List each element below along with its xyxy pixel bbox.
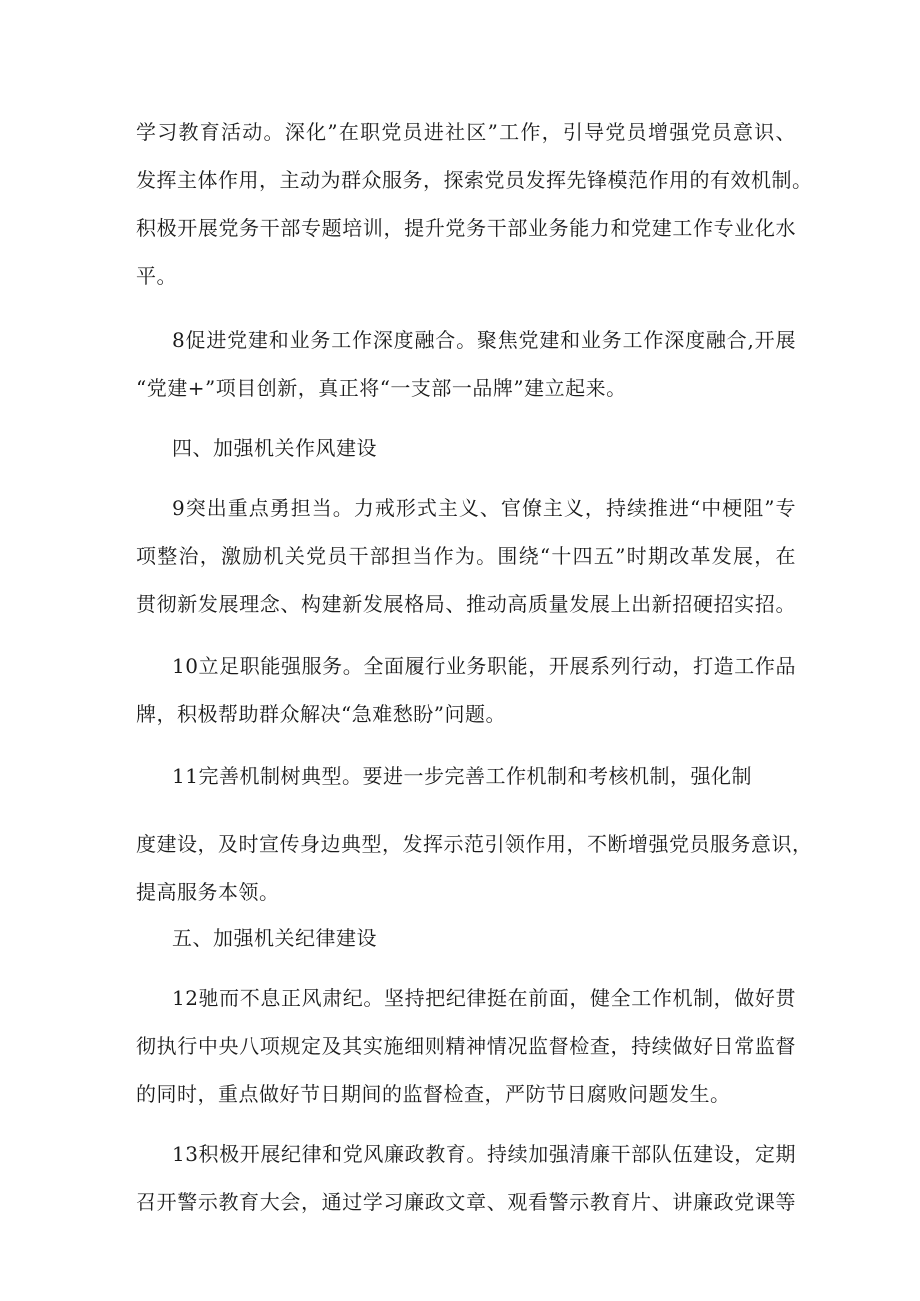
text-line: 8促进党建和业务工作深度融合。聚焦党建和业务工作深度融合,开展	[172, 328, 796, 352]
text-line: “党建+”项目创新，真正将“一支部一品牌”建立起来。	[136, 376, 627, 400]
text-line: 牌，积极帮助群众解决“急难愁盼”问题。	[136, 702, 506, 726]
text-line: 度建设，及时宣传身边典型，发挥示范引领作用，不断增强党员服务意识，	[136, 832, 813, 856]
text-line: 发挥主体作用，主动为群众服务，探索党员发挥先锋模范作用的有效机制。	[136, 168, 813, 192]
text-line: 平。	[136, 264, 177, 288]
text-line: 积极开展党务干部专题培训，提升党务干部业务能力和党建工作专业化水	[136, 216, 796, 240]
text-line: 学习教育活动。深化”在职党员进社区”工作，引导党员增强党员意识、	[136, 120, 796, 144]
text-line: 12驰而不息正风肃纪。坚持把纪律挺在前面，健全工作机制，做好贯	[172, 986, 796, 1010]
text-line: 贯彻新发展理念、构建新发展格局、推动高质量发展上出新招硬招实招。	[136, 592, 796, 616]
text-line: 10立足职能强服务。全面履行业务职能，开展系列行动，打造工作品	[172, 654, 796, 678]
section-heading: 五、加强机关纪律建设	[172, 926, 377, 950]
text-line: 13积极开展纪律和党风廉政教育。持续加强清廉干部队伍建设，定期	[172, 1142, 796, 1166]
text-line: 彻执行中央八项规定及其实施细则精神情况监督检查，持续做好日常监督	[136, 1034, 796, 1058]
text-line: 召开警示教育大会，通过学习廉政文章、观看警示教育片、讲廉政党课等	[136, 1190, 796, 1214]
text-line: 项整治，激励机关党员干部担当作为。围绕“十四五”时期改革发展，在	[136, 544, 796, 568]
text-line: 9突出重点勇担当。力戒形式主义、官僚主义，持续推进“中梗阻”专	[172, 496, 796, 520]
text-line: 提高服务本领。	[136, 880, 280, 904]
text-line: 的同时，重点做好节日期间的监督检查，严防节日腐败问题发生。	[136, 1082, 731, 1106]
text-line: 11完善机制树典型。要进一步完善工作机制和考核机制，强化制	[172, 764, 752, 788]
section-heading: 四、加强机关作风建设	[172, 436, 377, 460]
